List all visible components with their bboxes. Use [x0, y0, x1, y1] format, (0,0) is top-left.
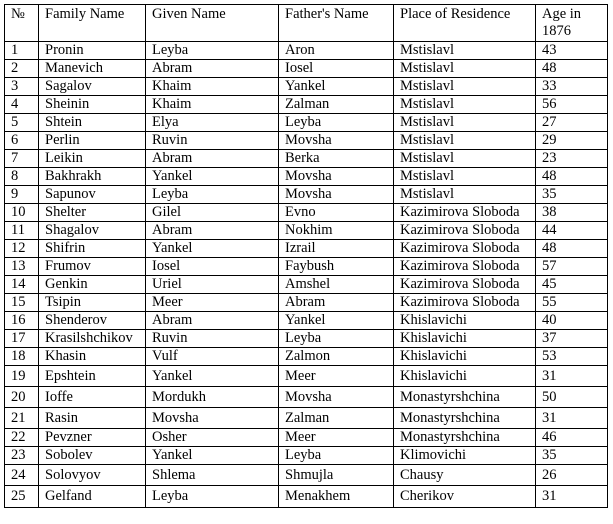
cell-age: 31	[536, 486, 608, 508]
cell-number: 7	[5, 150, 39, 168]
cell-given-name: Gilel	[146, 204, 279, 222]
cell-given-name: Ruvin	[146, 132, 279, 150]
cell-given-name: Abram	[146, 150, 279, 168]
cell-fathers-name: Meer	[279, 366, 394, 387]
cell-number: 15	[5, 294, 39, 312]
cell-family-name: Ioffe	[39, 387, 146, 408]
cell-fathers-name: Leyba	[279, 330, 394, 348]
cell-age: 33	[536, 78, 608, 96]
cell-place-of-residence: Khislavichi	[394, 348, 536, 366]
cell-number: 17	[5, 330, 39, 348]
cell-family-name: Bakhrakh	[39, 168, 146, 186]
table-row	[5, 429, 608, 447]
cell-age: 44	[536, 222, 608, 240]
cell-place-of-residence: Mstislavl	[394, 78, 536, 96]
cell-age: 57	[536, 258, 608, 276]
cell-age: 26	[536, 465, 608, 486]
cell-number: 19	[5, 366, 39, 387]
cell-age: 48	[536, 240, 608, 258]
cell-given-name: Leyba	[146, 186, 279, 204]
cell-given-name: Yankel	[146, 240, 279, 258]
cell-number: 9	[5, 186, 39, 204]
cell-fathers-name: Abram	[279, 294, 394, 312]
cell-age: 37	[536, 330, 608, 348]
cell-fathers-name: Leyba	[279, 447, 394, 465]
table-row	[5, 465, 608, 486]
cell-place-of-residence: Kazimirova Sloboda	[394, 258, 536, 276]
cell-place-of-residence: Monastyrshchina	[394, 429, 536, 447]
cell-given-name: Osher	[146, 429, 279, 447]
header-age: Age in 1876	[536, 5, 608, 42]
table-row	[5, 276, 608, 294]
table-row	[5, 447, 608, 465]
cell-family-name: Shelter	[39, 204, 146, 222]
cell-given-name: Ruvin	[146, 330, 279, 348]
cell-given-name: Khaim	[146, 78, 279, 96]
cell-age: 50	[536, 387, 608, 408]
cell-number: 5	[5, 114, 39, 132]
cell-number: 18	[5, 348, 39, 366]
cell-family-name: Pevzner	[39, 429, 146, 447]
table-row	[5, 366, 608, 387]
cell-given-name: Leyba	[146, 486, 279, 508]
table-row	[5, 96, 608, 114]
cell-age: 48	[536, 168, 608, 186]
cell-fathers-name: Evno	[279, 204, 394, 222]
cell-number: 11	[5, 222, 39, 240]
cell-family-name: Solovyov	[39, 465, 146, 486]
cell-age: 27	[536, 114, 608, 132]
cell-place-of-residence: Chausy	[394, 465, 536, 486]
table-row	[5, 240, 608, 258]
header-family-name: Family Name	[39, 5, 146, 42]
cell-age: 55	[536, 294, 608, 312]
table-row	[5, 114, 608, 132]
cell-number: 3	[5, 78, 39, 96]
cell-family-name: Manevich	[39, 60, 146, 78]
cell-family-name: Shagalov	[39, 222, 146, 240]
cell-place-of-residence: Monastyrshchina	[394, 408, 536, 429]
header-number: №	[5, 5, 39, 42]
cell-family-name: Sobolev	[39, 447, 146, 465]
cell-fathers-name: Berka	[279, 150, 394, 168]
cell-place-of-residence: Khislavichi	[394, 330, 536, 348]
header-row	[5, 5, 608, 42]
cell-number: 10	[5, 204, 39, 222]
cell-family-name: Frumov	[39, 258, 146, 276]
cell-given-name: Mordukh	[146, 387, 279, 408]
table-row	[5, 387, 608, 408]
cell-given-name: Shlema	[146, 465, 279, 486]
cell-given-name: Leyba	[146, 42, 279, 60]
cell-place-of-residence: Mstislavl	[394, 186, 536, 204]
cell-place-of-residence: Khislavichi	[394, 366, 536, 387]
cell-number: 25	[5, 486, 39, 508]
header-given-name: Given Name	[146, 5, 279, 42]
cell-given-name: Yankel	[146, 447, 279, 465]
cell-fathers-name: Zalmon	[279, 348, 394, 366]
table-row	[5, 348, 608, 366]
table-row	[5, 60, 608, 78]
cell-fathers-name: Menakhem	[279, 486, 394, 508]
cell-number: 8	[5, 168, 39, 186]
cell-given-name: Movsha	[146, 408, 279, 429]
cell-fathers-name: Faybush	[279, 258, 394, 276]
records-table	[4, 4, 608, 508]
cell-family-name: Rasin	[39, 408, 146, 429]
cell-age: 48	[536, 60, 608, 78]
cell-number: 6	[5, 132, 39, 150]
cell-fathers-name: Yankel	[279, 78, 394, 96]
cell-age: 56	[536, 96, 608, 114]
cell-fathers-name: Nokhim	[279, 222, 394, 240]
cell-place-of-residence: Mstislavl	[394, 114, 536, 132]
cell-age: 31	[536, 408, 608, 429]
cell-place-of-residence: Mstislavl	[394, 96, 536, 114]
header-fathers-name: Father's Name	[279, 5, 394, 42]
cell-fathers-name: Aron	[279, 42, 394, 60]
cell-fathers-name: Movsha	[279, 186, 394, 204]
cell-fathers-name: Movsha	[279, 132, 394, 150]
table-row	[5, 330, 608, 348]
cell-age: 31	[536, 366, 608, 387]
cell-place-of-residence: Mstislavl	[394, 168, 536, 186]
cell-family-name: Khasin	[39, 348, 146, 366]
cell-place-of-residence: Klimovichi	[394, 447, 536, 465]
cell-number: 1	[5, 42, 39, 60]
cell-family-name: Krasilshchikov	[39, 330, 146, 348]
table-body	[5, 42, 608, 508]
cell-fathers-name: Shmujla	[279, 465, 394, 486]
cell-place-of-residence: Mstislavl	[394, 150, 536, 168]
cell-number: 4	[5, 96, 39, 114]
cell-family-name: Sapunov	[39, 186, 146, 204]
cell-age: 46	[536, 429, 608, 447]
cell-age: 53	[536, 348, 608, 366]
cell-fathers-name: Yankel	[279, 312, 394, 330]
cell-place-of-residence: Mstislavl	[394, 42, 536, 60]
table-row	[5, 150, 608, 168]
cell-given-name: Yankel	[146, 168, 279, 186]
cell-family-name: Tsipin	[39, 294, 146, 312]
cell-family-name: Sheinin	[39, 96, 146, 114]
cell-given-name: Abram	[146, 222, 279, 240]
cell-place-of-residence: Cherikov	[394, 486, 536, 508]
cell-age: 35	[536, 186, 608, 204]
cell-number: 24	[5, 465, 39, 486]
table-row	[5, 408, 608, 429]
cell-fathers-name: Zalman	[279, 408, 394, 429]
cell-number: 16	[5, 312, 39, 330]
cell-fathers-name: Movsha	[279, 387, 394, 408]
cell-place-of-residence: Mstislavl	[394, 60, 536, 78]
cell-given-name: Elya	[146, 114, 279, 132]
cell-place-of-residence: Kazimirova Sloboda	[394, 222, 536, 240]
cell-number: 20	[5, 387, 39, 408]
cell-given-name: Uriel	[146, 276, 279, 294]
table-row	[5, 312, 608, 330]
cell-place-of-residence: Kazimirova Sloboda	[394, 294, 536, 312]
cell-family-name: Genkin	[39, 276, 146, 294]
cell-age: 35	[536, 447, 608, 465]
cell-place-of-residence: Kazimirova Sloboda	[394, 240, 536, 258]
cell-number: 14	[5, 276, 39, 294]
cell-number: 23	[5, 447, 39, 465]
cell-given-name: Yankel	[146, 366, 279, 387]
cell-age: 43	[536, 42, 608, 60]
cell-given-name: Abram	[146, 60, 279, 78]
cell-place-of-residence: Kazimirova Sloboda	[394, 204, 536, 222]
cell-family-name: Pronin	[39, 42, 146, 60]
table-row	[5, 258, 608, 276]
cell-fathers-name: Leyba	[279, 114, 394, 132]
cell-family-name: Gelfand	[39, 486, 146, 508]
cell-given-name: Abram	[146, 312, 279, 330]
cell-number: 22	[5, 429, 39, 447]
table-row	[5, 78, 608, 96]
cell-fathers-name: Amshel	[279, 276, 394, 294]
cell-place-of-residence: Kazimirova Sloboda	[394, 276, 536, 294]
table-row	[5, 294, 608, 312]
cell-fathers-name: Izrail	[279, 240, 394, 258]
table-row	[5, 132, 608, 150]
cell-fathers-name: Movsha	[279, 168, 394, 186]
cell-family-name: Perlin	[39, 132, 146, 150]
cell-age: 29	[536, 132, 608, 150]
cell-family-name: Sagalov	[39, 78, 146, 96]
cell-age: 38	[536, 204, 608, 222]
cell-number: 2	[5, 60, 39, 78]
cell-age: 45	[536, 276, 608, 294]
cell-place-of-residence: Monastyrshchina	[394, 387, 536, 408]
cell-fathers-name: Meer	[279, 429, 394, 447]
cell-given-name: Meer	[146, 294, 279, 312]
table-row	[5, 486, 608, 508]
table-row	[5, 204, 608, 222]
table-row	[5, 222, 608, 240]
cell-family-name: Shifrin	[39, 240, 146, 258]
cell-place-of-residence: Khislavichi	[394, 312, 536, 330]
cell-given-name: Iosel	[146, 258, 279, 276]
cell-family-name: Shenderov	[39, 312, 146, 330]
table-row	[5, 186, 608, 204]
cell-family-name: Shtein	[39, 114, 146, 132]
cell-age: 23	[536, 150, 608, 168]
cell-fathers-name: Iosel	[279, 60, 394, 78]
cell-number: 13	[5, 258, 39, 276]
cell-family-name: Epshtein	[39, 366, 146, 387]
cell-place-of-residence: Mstislavl	[394, 132, 536, 150]
header-place-of-residence: Place of Residence	[394, 5, 536, 42]
cell-age: 40	[536, 312, 608, 330]
cell-given-name: Khaim	[146, 96, 279, 114]
cell-fathers-name: Zalman	[279, 96, 394, 114]
cell-given-name: Vulf	[146, 348, 279, 366]
cell-number: 12	[5, 240, 39, 258]
cell-number: 21	[5, 408, 39, 429]
table-row	[5, 42, 608, 60]
table-row	[5, 168, 608, 186]
cell-family-name: Leikin	[39, 150, 146, 168]
